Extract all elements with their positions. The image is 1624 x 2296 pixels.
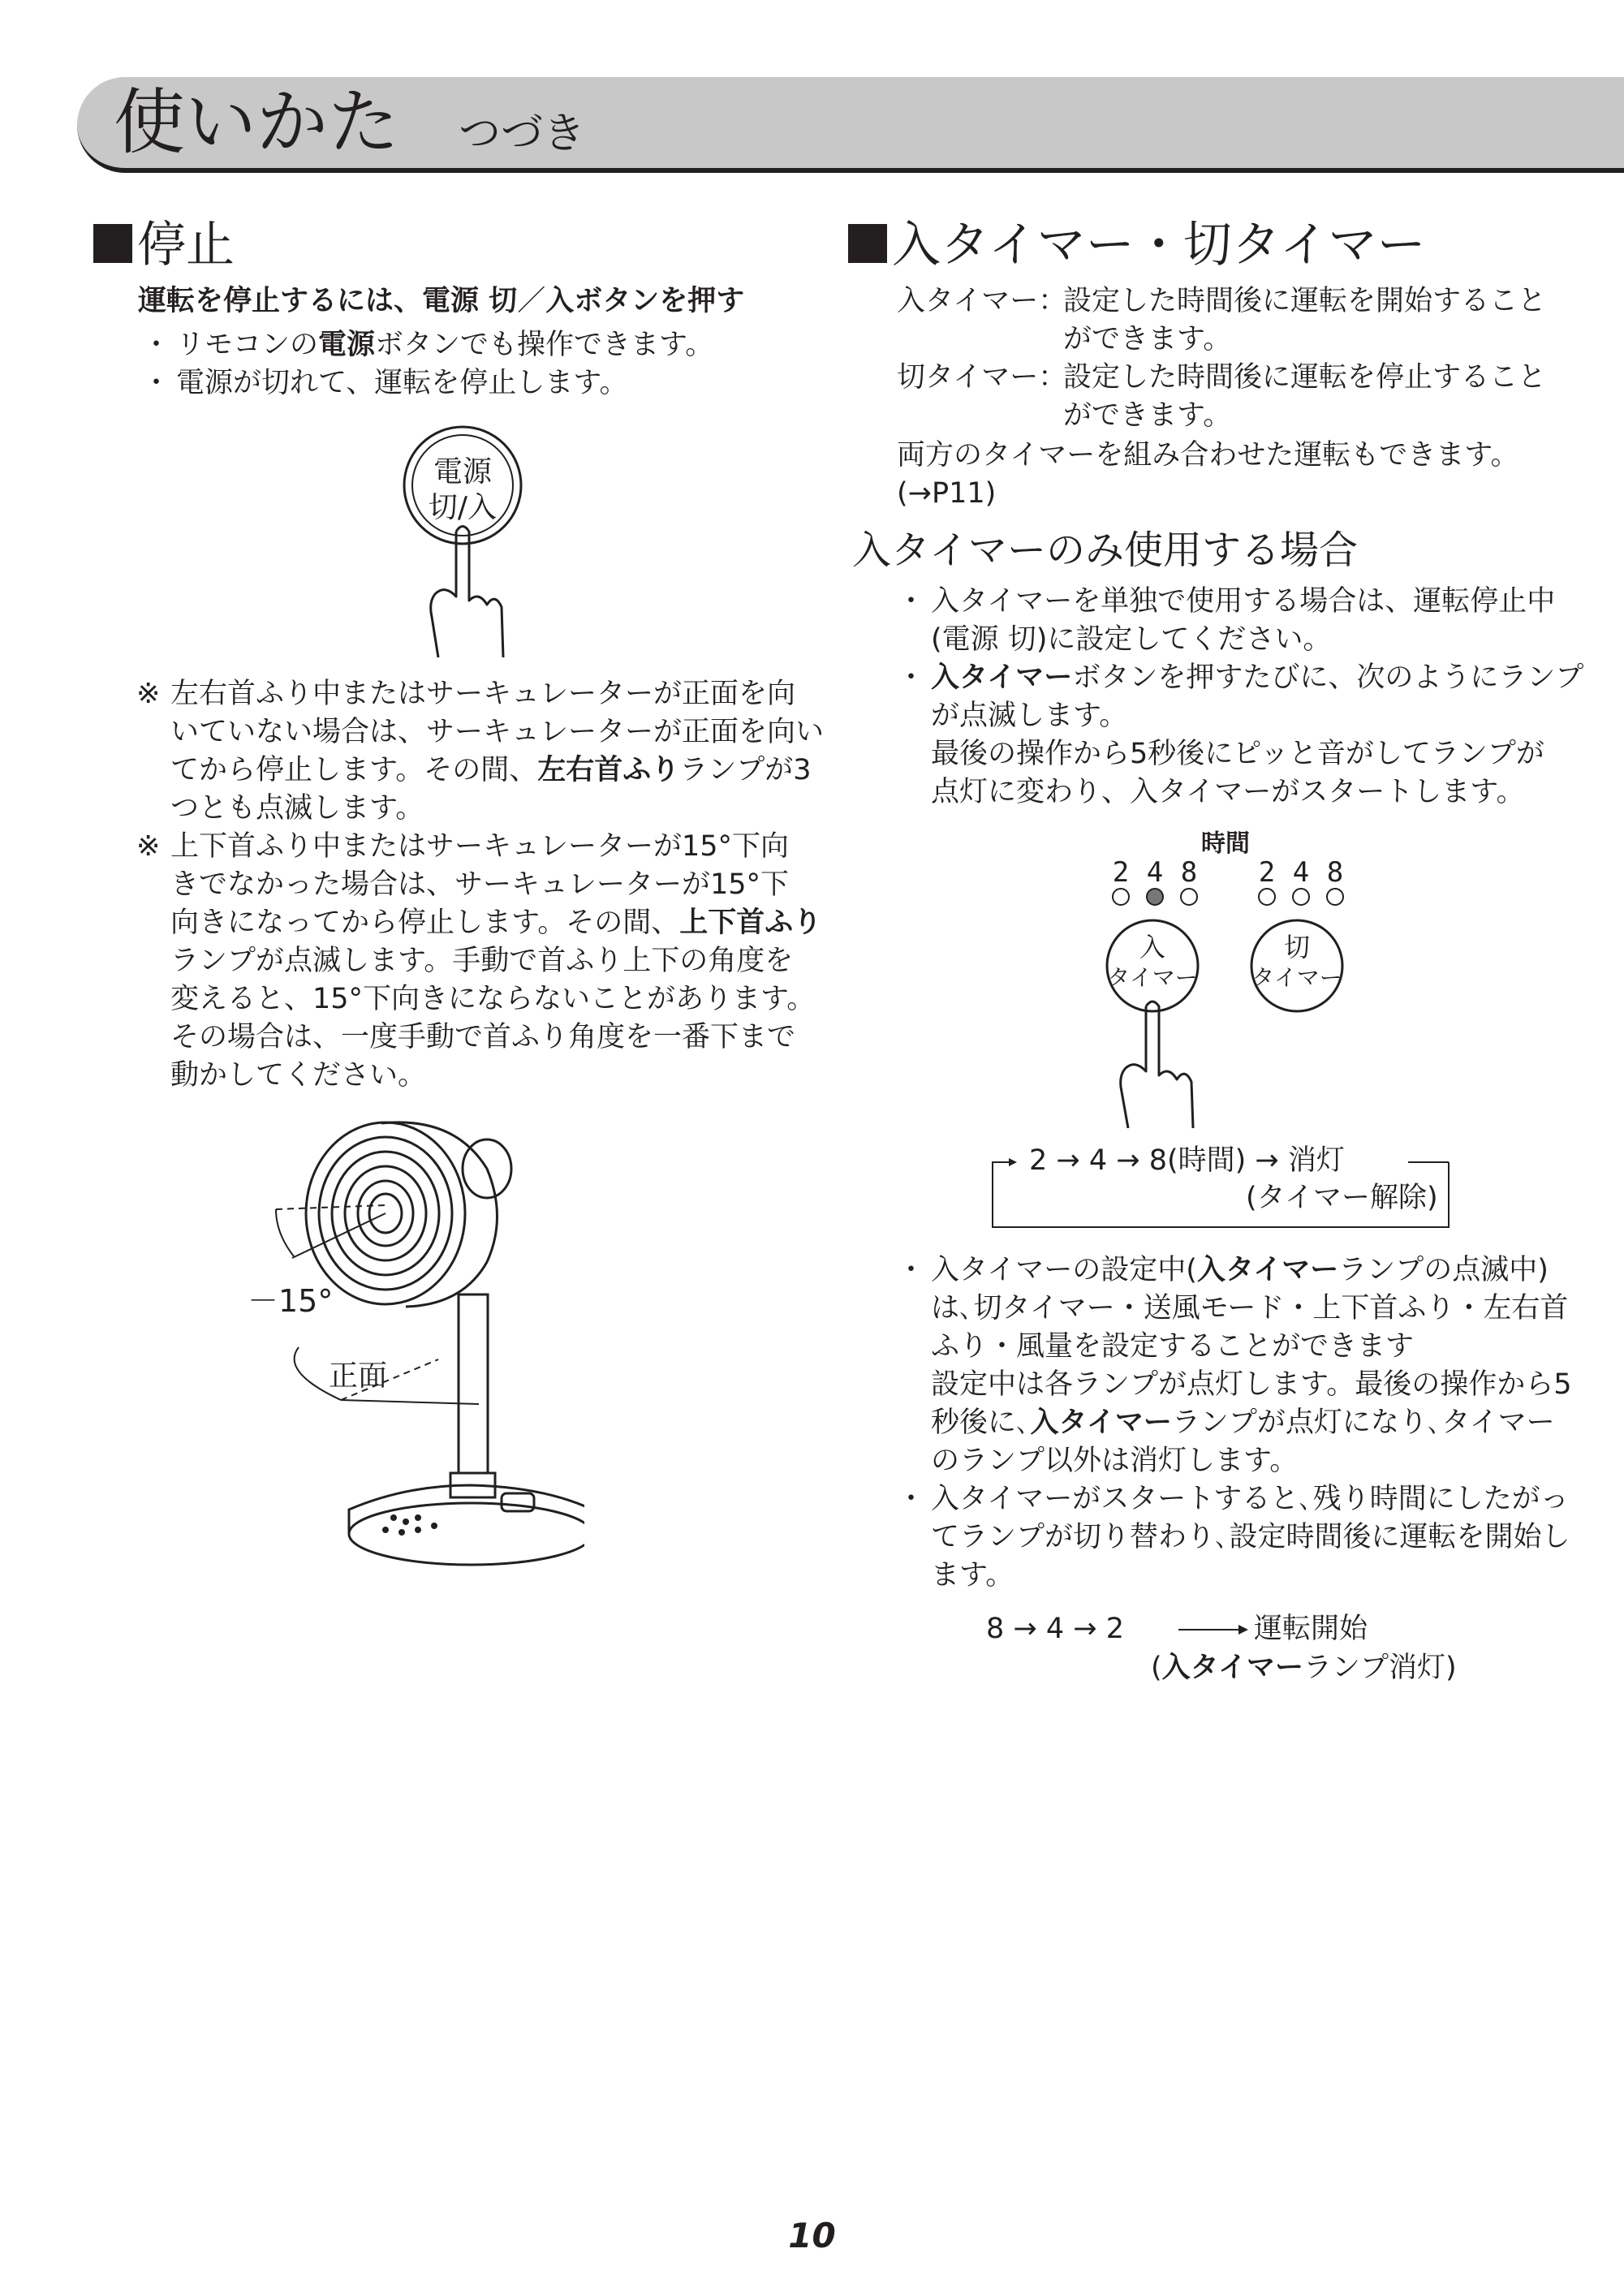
timer-buttons-illustration: [1088, 885, 1355, 1128]
off-timer-button-label: 切 タイマー: [1251, 932, 1342, 991]
pressing-hand-icon: [1121, 1002, 1193, 1128]
fan-base: [349, 1503, 584, 1565]
circulator-fan-illustration: [243, 1112, 584, 1574]
stop-heading: 停止: [93, 213, 235, 278]
countdown-sequence: 8 → 4 → 2: [986, 1613, 1124, 1645]
list-item: ・ 入タイマーを単独で使用する場合は、運転停止中 (電源 切)に設定してください。: [897, 585, 1556, 656]
on-timer-definition: 入タイマー：設定した時間後に運転を開始すること: [897, 285, 1547, 317]
off-lamp-4: [1293, 889, 1309, 905]
stop-bullets: [142, 326, 713, 403]
timer-heading: 入タイマー・切タイマー: [848, 213, 1426, 278]
timer-definitions: [897, 282, 1546, 513]
page-number: 10: [788, 2216, 836, 2255]
off-lamp-2: [1259, 889, 1275, 905]
cycle-sequence: 2 → 4 → 8(時間) → 消灯: [1029, 1144, 1345, 1177]
on-lamp-numbers: 2 4 8: [1112, 856, 1198, 889]
cycle-release: (タイマー解除): [1246, 1182, 1438, 1214]
page-subtitle: つづき: [459, 110, 586, 158]
square-bullet-icon: [93, 224, 132, 263]
off-timer-definition-cont: ができます。: [1063, 399, 1232, 432]
countdown-result: 運転開始: [1254, 1613, 1368, 1645]
list-item: ・ 入タイマーボタンを押すたびに、次のようにランプ が点滅します。 最後の操作から5秒後にピッと音がしてランプが 点灯に変わり、入タイマーがスタートします。: [897, 661, 1584, 808]
combo-ref: (→P11): [897, 477, 997, 510]
note-item: ※ 左右首ふり中またはサーキュレーターが正面を向 いていない場合は、サーキュレーターが正面を向い てから停止します。その間、左右首ふりランプが3 つとも点滅します。: [136, 678, 825, 825]
front-label: 正面: [329, 1359, 388, 1393]
off-lamp-8: [1327, 889, 1343, 905]
note-item: ※ 上下首ふり中またはサーキュレーターが15°下向 きでなかった場合は、サーキュレーターが15°下 向きになってから停止します。その間、上下首ふり ランプが点滅します。手動で首ふり上下の角度を 変えると、15°下向きにならないことがあります。 その場合は、一度手動で首ふり角度を一番下まで 動かしてください。: [136, 830, 822, 1092]
square-bullet-icon: [848, 224, 887, 263]
pressing-hand-icon: [431, 527, 503, 658]
combo-note: 両方のタイマーを組み合わせた運転もできます。: [897, 439, 1519, 472]
on-timer-definition-cont: ができます。: [1063, 323, 1232, 355]
stop-notes: [136, 675, 824, 1095]
timer-bullets-2: [897, 1251, 1571, 1595]
fan-pole: [459, 1294, 488, 1473]
timer-section: [848, 213, 1426, 278]
angle-label: －15°: [248, 1283, 334, 1319]
timer-bullets-1: [897, 583, 1583, 812]
on-lamp-8: [1181, 889, 1197, 905]
power-button-label: 電源 切/入: [428, 455, 498, 524]
list-item: ・ リモコンの電源ボタンでも操作できます。: [142, 329, 714, 361]
list-item: ・ 入タイマーがスタートすると､残り時間にしたがっ てランプが切り替わり､設定時間後に運転を開始し ます。: [897, 1483, 1570, 1592]
long-arrow-icon: [1177, 1622, 1250, 1638]
page-title: 使いかた: [114, 80, 400, 164]
off-timer-definition: 切タイマー：設定した時間後に運転を停止すること: [897, 361, 1547, 394]
stop-lead: 運転を停止するには、電源 切／入ボタンを押す: [138, 285, 745, 317]
list-item: ・ 入タイマーの設定中(入タイマーランプの点滅中) は､切タイマー・送風モード・上下首ふり・左右首 ふり・風量を設定することができます 設定中は各ランプが点灯します。最後の操作から5 秒後に､入タイマーランプが点灯になり､タイマー のランプ以外は消灯します。: [897, 1254, 1572, 1477]
on-timer-only-heading: 入タイマーのみ使用する場合: [852, 528, 1359, 573]
lamp-title: 時間: [1201, 829, 1250, 858]
on-timer-button-label: 入 タイマー: [1107, 932, 1198, 991]
off-lamp-numbers: 2 4 8: [1258, 856, 1344, 889]
on-lamp-2: [1113, 889, 1129, 905]
list-item: ・ 電源が切れて、運転を停止します。: [142, 367, 628, 399]
stop-section: [93, 213, 235, 278]
on-lamp-4: [1147, 889, 1163, 905]
countdown-note: (入タイマーランプ消灯): [1151, 1652, 1457, 1684]
